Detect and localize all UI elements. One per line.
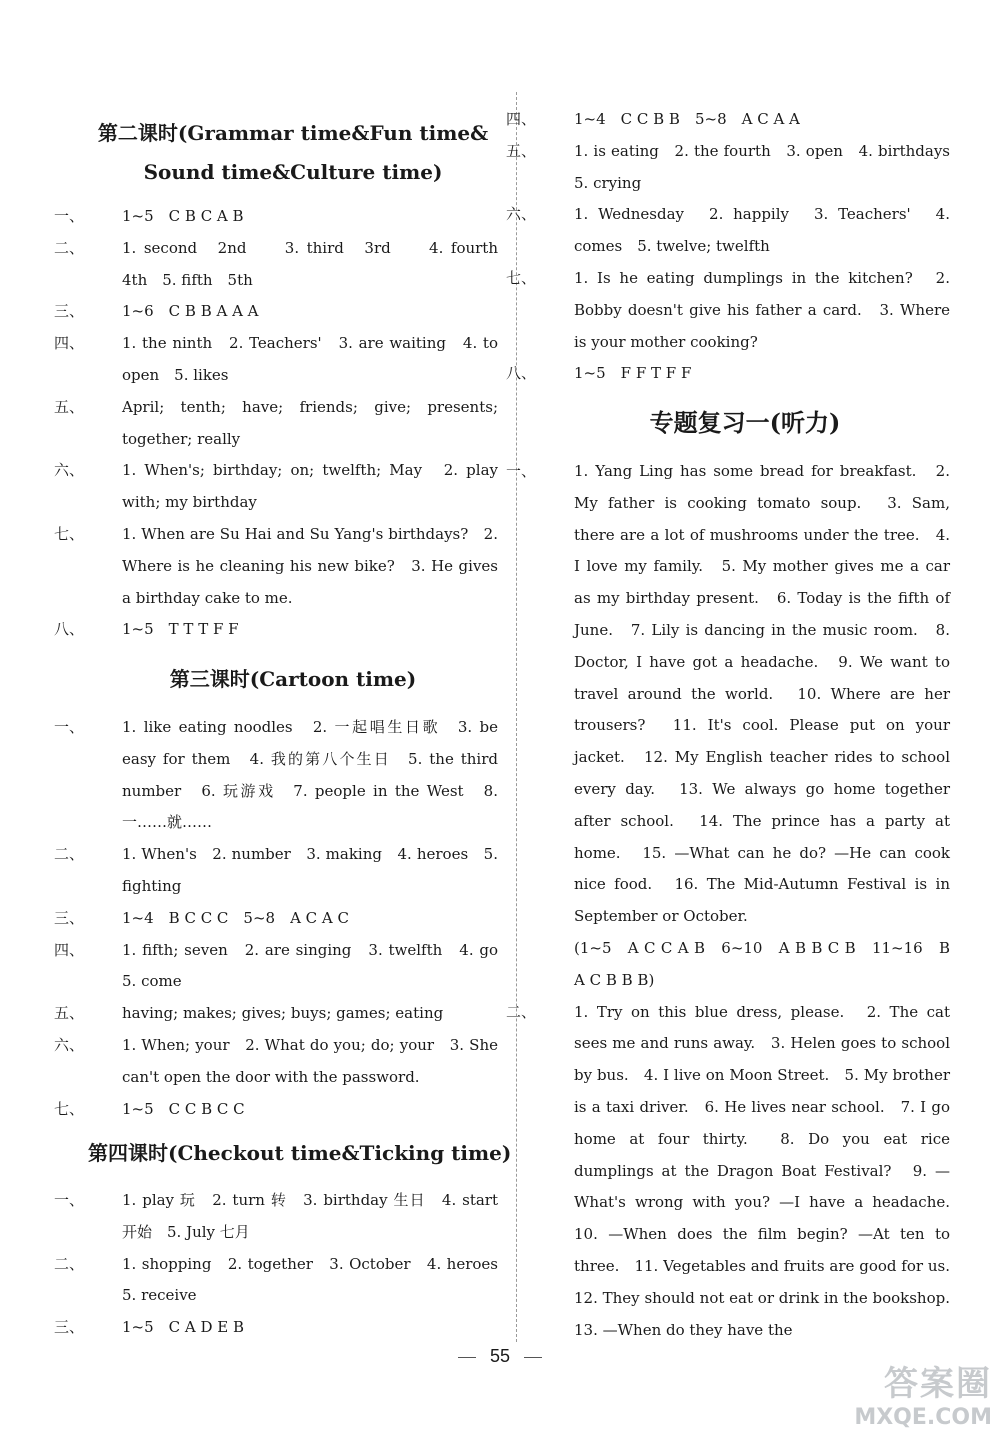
answer-row: 六、 1. When; your 2. What do you; do; your 3. She can't open the door with the password. bbox=[54, 1035, 498, 1086]
answer-row: 二、 1. Try on this blue dress, please. 2. The cat sees me and runs away. 3. Helen goes to school by bus. 4. I live on Moon Street. 5. My brother is a taxi driver. 6. He lives near school. 7. I go home at four thirty. 8. Do you eat rice dumplings at the Dragon Boat Festival? 9. —What's wrong with you? —I have a headache. 10. —When does the film begin? —At ten to three. 11. Vegetables and fruits are good for us. 12. They should not eat or drink in the bookshop. 13. —When do they have the bbox=[506, 1002, 966, 1339]
answer-row: 七、 1~5 C C B C C bbox=[54, 1099, 245, 1118]
answer-row: 八、 1~5 F F T F F bbox=[506, 364, 692, 383]
answer-row: 一、 1. play 玩 2. turn 转 3. birthday 生日 4. start 开始 5. July 七月 bbox=[54, 1191, 498, 1241]
answer-row: 四、 1. fifth; seven 2. are singing 3. twelfth 4. go 5. come bbox=[54, 940, 514, 991]
answer-row: 五、 1. is eating 2. the fourth 3. open 4. birthdays 5. crying bbox=[506, 141, 966, 192]
page-number: 55 bbox=[0, 1346, 1000, 1367]
answer-row: 七、 1. Is he eating dumplings in the kitchen? 2. Bobby doesn't give his father a card. 3. Where is your mother cooking? bbox=[506, 268, 950, 351]
answer-row: 三、 1~5 C A D E B bbox=[54, 1318, 245, 1337]
answer-row: 四、 1. the ninth 2. Teachers' 3. are waiting 4. to open 5. likes bbox=[54, 334, 498, 384]
answer-row: 二、 1. shopping 2. together 3. October 4. heroes 5. receive bbox=[54, 1254, 514, 1305]
lesson4-answers bbox=[54, 1185, 514, 1344]
lesson4-answers-continued bbox=[506, 104, 966, 390]
answer-row: 二、 1. second 2nd 3. third 3rd 4. fourth 4th 5. fifth 5th bbox=[54, 238, 514, 289]
answer-row: 五、 having; makes; gives; buys; games; eating bbox=[54, 1004, 444, 1023]
answer-row: 一、 1~5 C B C A B bbox=[54, 207, 244, 225]
section-title-review: 专题复习一(听力) bbox=[649, 408, 841, 437]
answer-key-row: (1~5 A C C A B 6~10 A B B C B 11~16 B A C B B B) bbox=[574, 938, 950, 989]
answer-row: 八、 1~5 T T T F F bbox=[54, 620, 239, 639]
answer-row: 六、 1. When's; birthday; on; twelfth; May 2. play with; my birthday bbox=[54, 461, 498, 512]
section-title-lesson2-line2: Sound time&Culture time) bbox=[143, 160, 443, 184]
section-title-lesson2-line1: 第二课时(Grammar time&Fun time& bbox=[97, 121, 489, 145]
answer-row: 二、 1. When's 2. number 3. making 4. heroes 5. fighting bbox=[54, 845, 498, 895]
answer-row: 五、 April; tenth; have; friends; give; presents; together; really bbox=[54, 397, 498, 448]
section-title-lesson3: 第三课时(Cartoon time) bbox=[169, 667, 417, 691]
answer-row: 一、 1. like eating noodles 2. 一起唱生日歌 3. be easy for them 4. 我的第八个生日 5. the third number 6. 玩游戏 7. people in the West 8. 一……就…… bbox=[54, 718, 498, 832]
answer-row: 一、 1. Yang Ling has some bread for breakfast. 2. My father is cooking tomato soup. 3. Sam, there are a lot of mushrooms under the tree. 4. I love my family. 5. My mother gives me a car as my birthday present. 6. Today is the fifth of June. 7. Lily is dancing in the music room. 8. Doctor, I have got a headache. 9. We want to travel around the world. 10. Where are her trousers? 11. It's cool. Please put on your jacket. 12. My English teacher rides to school every day. 13. We always go home together after school. 14. The prince has a party at home. 15. —What can he do? —He can cook nice food. 16. The Mid-Autumn Festival is in September or October. bbox=[506, 462, 950, 926]
answer-row: 七、 1. When are Su Hai and Su Yang's birthdays? 2. Where is he cleaning his new bike? 3. He gives a birthday cake to me. bbox=[54, 524, 498, 607]
answer-row: 三、 1~4 B C C C 5~8 A C A C bbox=[54, 908, 349, 927]
review-answers bbox=[506, 456, 966, 1346]
section-title-lesson4: 第四课时(Checkout time&Ticking time) bbox=[88, 1141, 512, 1165]
answer-row: 六、 1. Wednesday 2. happily 3. Teachers' 4. comes 5. twelve; twelfth bbox=[506, 205, 950, 256]
answer-row: 三、 1~6 C B B A A A bbox=[54, 302, 259, 321]
watermark-logo: 答案圈 MXQE.COM bbox=[854, 1364, 992, 1430]
lesson3-answers bbox=[54, 712, 514, 1125]
answer-row: 四、 1~4 C C B B 5~8 A C A A bbox=[506, 110, 800, 128]
lesson2-answers bbox=[54, 201, 514, 646]
